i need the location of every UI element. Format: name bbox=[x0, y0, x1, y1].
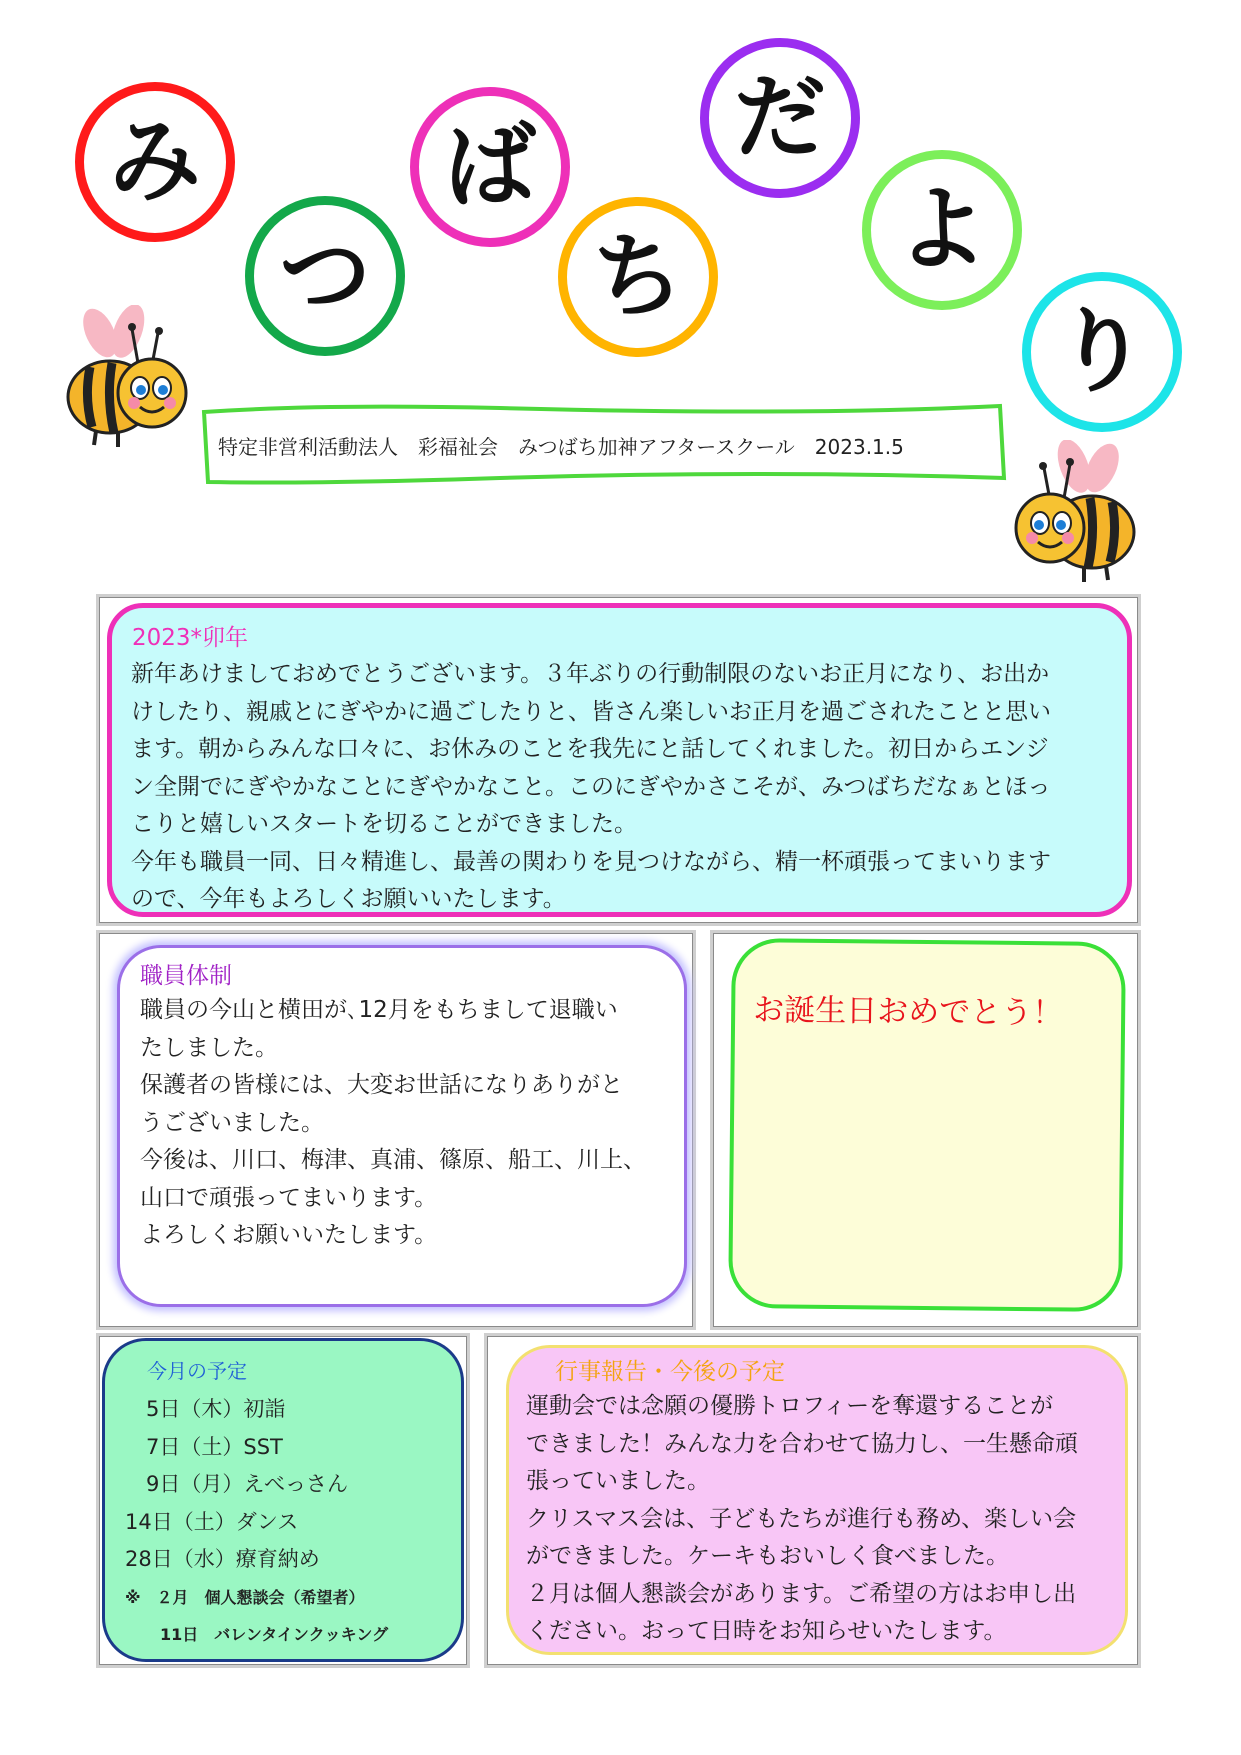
new-year-line: 今年も職員一同、日々精進し、最善の関わりを見つけながら、精一杯頑張ってまいります bbox=[131, 848, 1051, 875]
new-year-line: ン全開でにぎやかなことにぎやかなこと。このにぎやかさこそが、みつばちだなぁとほっ bbox=[131, 773, 1051, 800]
title-char: つ bbox=[278, 222, 371, 329]
schedule-note: 11日 バレンタインクッキング bbox=[160, 1625, 389, 1644]
events-body bbox=[526, 1388, 1078, 1651]
staff-line: 山口で頑張ってまいります。 bbox=[140, 1184, 438, 1211]
schedule-heading: 今月の予定 bbox=[147, 1359, 247, 1383]
title-char: だ bbox=[733, 64, 826, 171]
schedule-item: 9日（月）えべっさん bbox=[146, 1472, 348, 1496]
staff-line: たしました。 bbox=[140, 1034, 278, 1061]
schedule-item: 14日（土）ダンス bbox=[125, 1509, 299, 1534]
schedule-item: 7日（土）SST bbox=[146, 1434, 283, 1459]
bee-icon bbox=[60, 305, 190, 459]
staff-line: よろしくお願いいたします。 bbox=[140, 1222, 438, 1248]
new-year-heading: 2023*卯年 bbox=[132, 625, 249, 651]
title-circle-6 bbox=[862, 150, 1022, 310]
organization-date-text: 特定非営利活動法人 彩福祉会 みつばち加神アフタースクール 2023.1.5 bbox=[218, 435, 904, 459]
schedule-item: 5日（木）初詣 bbox=[146, 1397, 286, 1421]
staff-line: 今後は、川口、梅津、真浦、篠原、船工、川上、 bbox=[140, 1147, 646, 1173]
events-line: クリスマス会は、子どもたちが進行も務め、楽しい会 bbox=[526, 1505, 1077, 1532]
new-year-box bbox=[107, 603, 1132, 917]
events-box bbox=[506, 1345, 1128, 1655]
events-heading: 行事報告・今後の予定 bbox=[555, 1359, 785, 1385]
events-line: ができました。ケーキもおいしく食べました。 bbox=[526, 1543, 1009, 1569]
title-circle-1 bbox=[75, 82, 235, 242]
new-year-line: ので、今年もよろしくお願いいたします。 bbox=[131, 886, 566, 912]
organization-banner bbox=[200, 398, 1008, 486]
new-year-line: ます。朝からみんな口々に、お休みのことを我先にと話してくれました。初日からエンジ bbox=[131, 736, 1049, 762]
schedule-note: ※ ２月 個人懇談会（希望者） bbox=[125, 1587, 365, 1607]
events-line: 張っていました。 bbox=[526, 1468, 710, 1494]
events-line: 運動会では念願の優勝トロフィーを奪還することが bbox=[526, 1393, 1054, 1419]
title-circle-2 bbox=[245, 196, 405, 356]
title-circle-5 bbox=[700, 38, 860, 198]
staff-line: 職員の今山と横田が､12月をもちまして退職い bbox=[140, 997, 618, 1023]
title-char: よ bbox=[895, 176, 988, 283]
staff-box bbox=[117, 945, 687, 1307]
staff-heading: 職員体制 bbox=[140, 963, 232, 989]
staff-body bbox=[140, 992, 646, 1255]
birthday-heading: お誕生日おめでとう！ bbox=[753, 992, 1064, 1032]
title-char: り bbox=[1055, 298, 1148, 405]
schedule-item: 28日（水）療育納め bbox=[125, 1547, 320, 1571]
title-circle-4 bbox=[558, 197, 718, 357]
title-char: ち bbox=[591, 223, 684, 330]
bee-icon bbox=[1012, 440, 1142, 594]
new-year-body bbox=[131, 656, 1051, 919]
staff-line: うございました。 bbox=[140, 1109, 324, 1136]
new-year-line: 新年あけましておめでとうございます。３年ぶりの行動制限のないお正月になり、お出か bbox=[131, 661, 1050, 687]
title-circle-3 bbox=[410, 87, 570, 247]
title-char: み bbox=[108, 108, 201, 215]
birthday-box bbox=[728, 938, 1126, 1312]
title-char: ば bbox=[443, 113, 536, 220]
title-circle-7 bbox=[1022, 272, 1182, 432]
schedule-box bbox=[102, 1338, 464, 1662]
events-line: ２月は個人懇談会があります。ご希望の方はお申し出 bbox=[526, 1580, 1077, 1607]
staff-line: 保護者の皆様には、大変お世話になりありがと bbox=[140, 1072, 623, 1098]
schedule-list bbox=[125, 1391, 388, 1654]
events-line: ください。おって日時をお知らせいたします。 bbox=[526, 1618, 1007, 1644]
new-year-line: こりと嬉しいスタートを切ることができました。 bbox=[131, 811, 637, 837]
new-year-line: けしたり、親戚とにぎやかに過ごしたりと、皆さん楽しいお正月を過ごされたことと思い bbox=[131, 698, 1051, 725]
events-line: できました！みんな力を合わせて協力し、一生懸命頑 bbox=[526, 1430, 1078, 1457]
